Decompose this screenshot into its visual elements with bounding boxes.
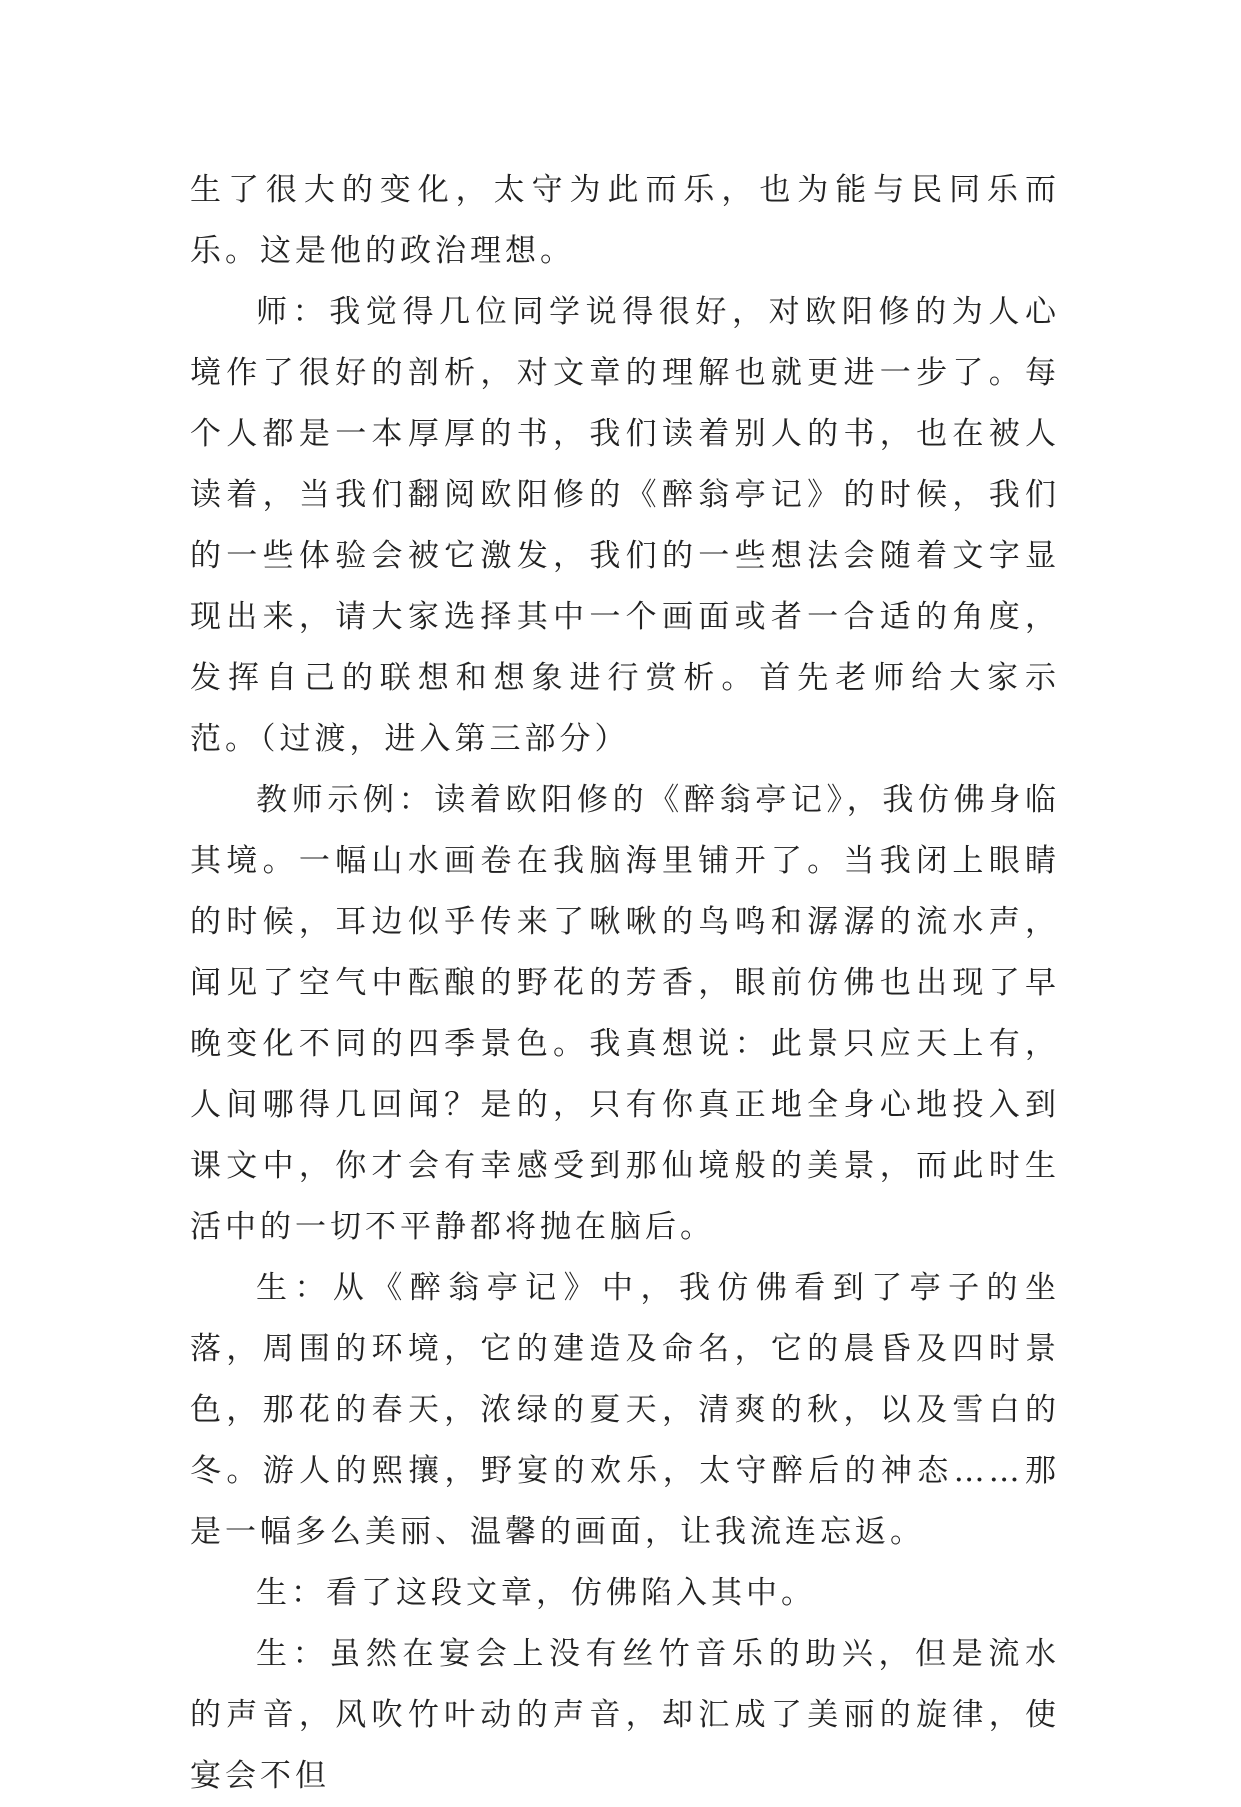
paragraph-5: 生：看了这段文章，仿佛陷入其中。 — [256, 1575, 816, 1611]
paragraph-6: 生：虽然在宴会上没有丝竹音乐的助兴，但是流水的声音，风吹竹叶动的声音，却汇成了美丽的旋律，使宴会不但 — [190, 1636, 1060, 1794]
paragraph-4: 生：从《醉翁亭记》中，我仿佛看到了亭子的坐落，周围的环境，它的建造及命名，它的晨昏及四时景色，那花的春天，浓绿的夏天，清爽的秋，以及雪白的冬。游人的熙攘，野宴的欢乐，太守醉后的神态……那是一幅多么美丽、温馨的画面，让我流连忘返。 — [190, 1270, 1060, 1550]
paragraph-2: 师：我觉得几位同学说得很好，对欧阳修的为人心境作了很好的剖析，对文章的理解也就更进一步了。每个人都是一本厚厚的书，我们读着别人的书，也在被人读着，当我们翻阅欧阳修的《醉翁亭记》的时候，我们的一些体验会被它激发，我们的一些想法会随着文字显现出来，请大家选择其中一个画面或者一合适的角度，发挥自己的联想和想象进行赏析。首先老师给大家示范。（过渡，进入第三部分） — [190, 294, 1060, 757]
paragraph-3: 教师示例：读着欧阳修的《醉翁亭记》，我仿佛身临其境。一幅山水画卷在我脑海里铺开了。当我闭上眼睛的时候，耳边似乎传来了啾啾的鸟鸣和潺潺的流水声，闻见了空气中酝酿的野花的芳香，眼前仿佛也出现了早晚变化不同的四季景色。我真想说：此景只应天上有，人间哪得几回闻？是的，只有你真正地全身心地投入到课文中，你才会有幸感受到那仙境般的美景，而此时生活中的一切不平静都将抛在脑后。 — [190, 782, 1060, 1245]
paragraph-1: 生了很大的变化，太守为此而乐，也为能与民同乐而乐。这是他的政治理想。 — [190, 172, 1060, 269]
body-text — [190, 160, 1060, 1807]
